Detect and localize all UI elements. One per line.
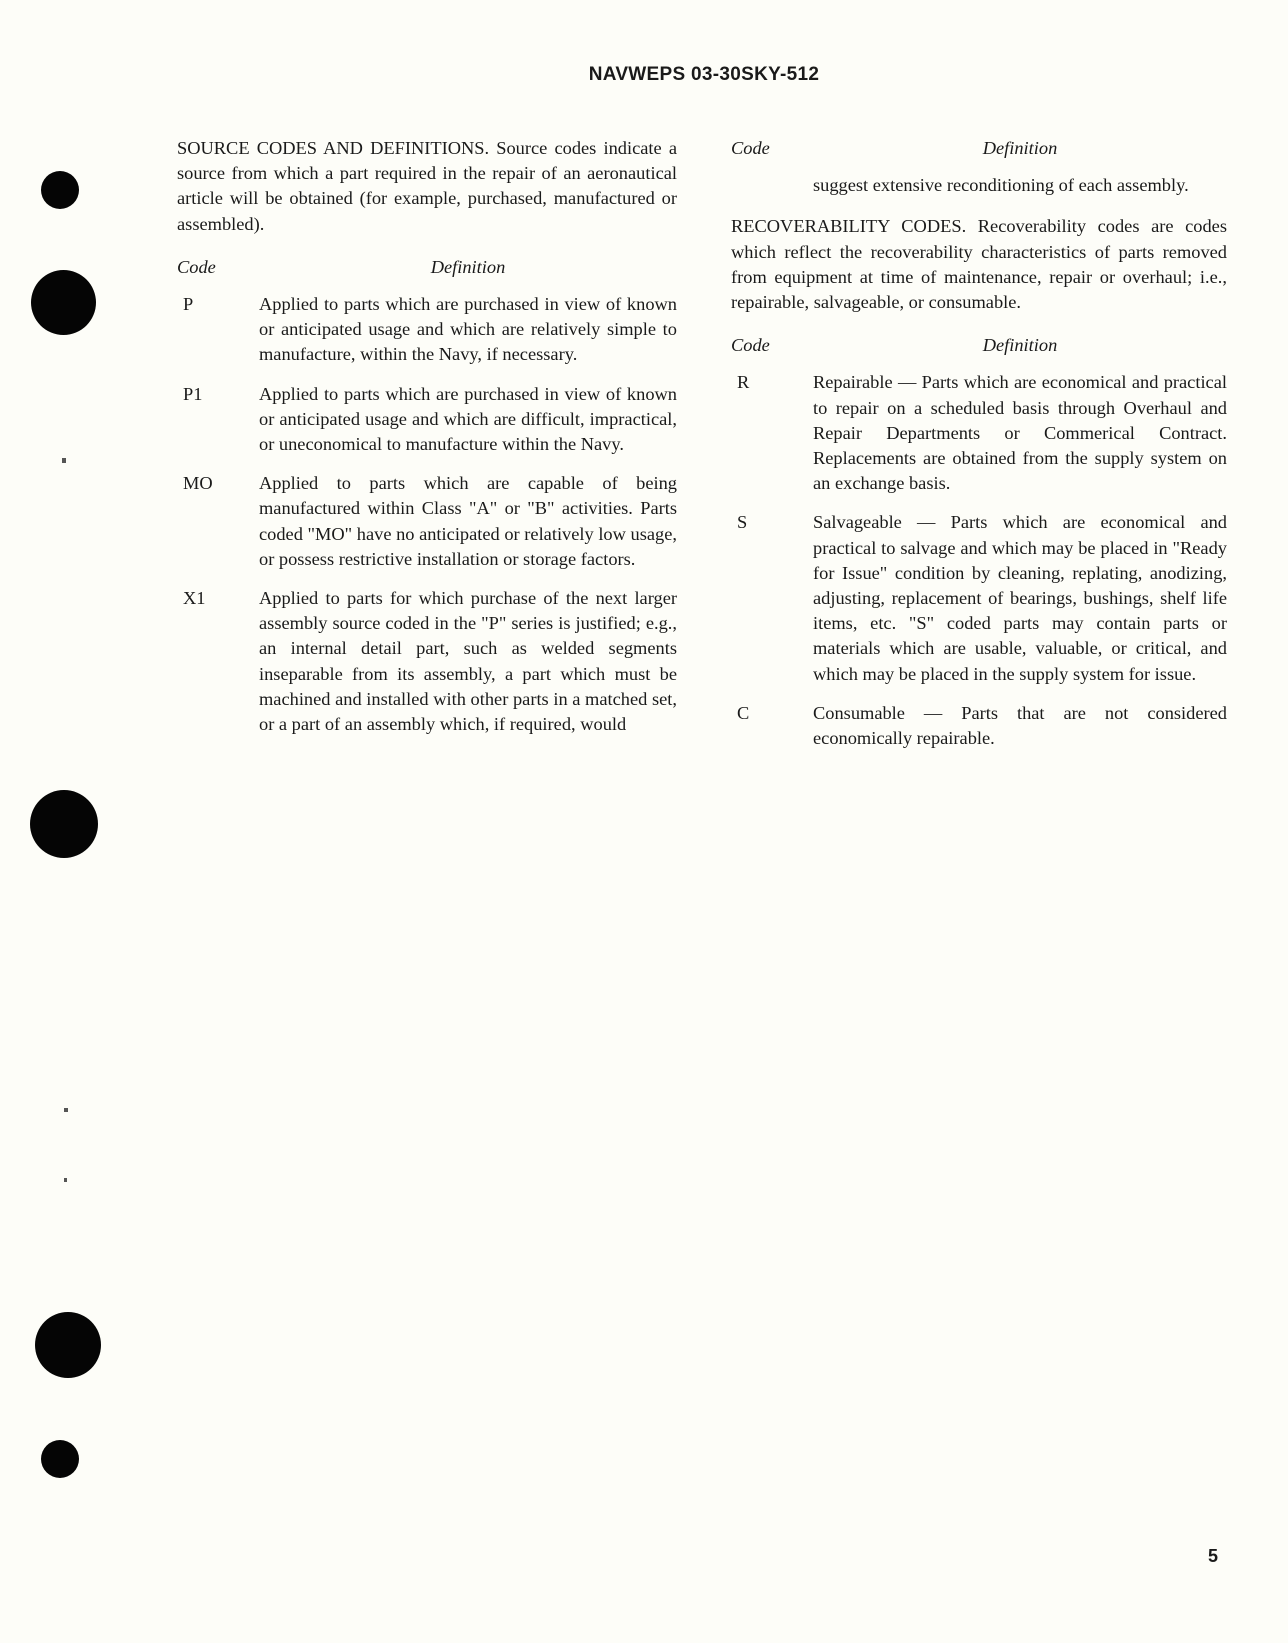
punch-hole-icon (31, 270, 96, 335)
source-codes-intro: SOURCE CODES AND DEFINITIONS. Source codes indicate a source from which a part required in the repair of an aeronautical article will be obtained (for example, purchased, manufactured or assembled). (177, 138, 677, 234)
code-value: P (183, 294, 194, 315)
punch-hole-icon (41, 1440, 79, 1478)
continued-definition: suggest extensive reconditioning of each assembly. (813, 175, 1189, 196)
definition-column-header: Definition (982, 138, 1058, 158)
recoverability-code-entry (731, 701, 1227, 751)
code-column-header: Code (731, 138, 770, 158)
code-value: MO (183, 473, 213, 494)
code-value: S (737, 512, 748, 533)
code-column-header: Code (177, 256, 216, 277)
recoverability-codes-intro: RECOVERABILITY CODES. Recoverability codes are codes which reflect the recoverability characteristics of parts removed from equipment at time of maintenance, repair or overhaul; i.e., repairable, salvageable, or consumable. (731, 216, 1227, 313)
code-definition: Applied to parts which are capable of being manufactured within Class "A" or "B" activities. Parts coded "MO" have no anticipated or relatively low usage, or possess restrictive installation or storage factors. (259, 473, 677, 569)
left-column (177, 136, 677, 751)
code-definition: Applied to parts for which purchase of the next larger assembly source coded in the "P" series is justified; e.g., an internal detail part, such as welded segments inseparable from its assembly, a part which must be machined and installed with other parts in a matched set, or a part of an assembly which, if required, would (259, 588, 677, 735)
source-code-entry (177, 471, 677, 572)
continued-table-header (731, 136, 1227, 161)
recoverability-table-header (731, 333, 1227, 358)
code-value: C (737, 702, 750, 723)
code-value: P1 (183, 383, 203, 404)
code-definition: Applied to parts which are purchased in view of known or anticipated usage and which are difficult, impractical, or uneconomical to manufacture within the Navy. (259, 383, 677, 455)
recoverability-code-entry (731, 510, 1227, 686)
code-definition: Consumable — Parts that are not considered economically repairable. (813, 702, 1227, 749)
recoverability-code-entry (731, 370, 1227, 496)
punch-hole-icon (30, 790, 98, 858)
scan-speck (64, 1108, 68, 1112)
definition-column-header: Definition (430, 256, 506, 277)
source-code-entry (177, 586, 677, 737)
right-column (731, 136, 1227, 765)
document-id-header: NAVWEPS 03-30SKY-512 (588, 64, 820, 85)
code-definition: Applied to parts which are purchased in view of known or anticipated usage and which are relatively simple to manufacture, within the Navy, if necessary. (259, 294, 677, 365)
source-code-entry (177, 292, 677, 368)
punch-hole-icon (35, 1312, 101, 1378)
source-code-entry (177, 382, 677, 458)
punch-hole-icon (41, 171, 79, 209)
scan-speck (62, 458, 66, 463)
code-definition: Repairable — Parts which are economical and practical to repair on a scheduled basis through Overhaul and Repair Departments or Commerical Contract. Replacements are obtained from the supply system on an exchange basis. (813, 372, 1227, 494)
scan-speck (64, 1178, 67, 1182)
code-value: X1 (183, 588, 206, 609)
code-definition: Salvageable — Parts which are economical and practical to salvage and which may be placed in "Ready for Issue" condition by cleaning, replating, anodizing, adjusting, replacement of bearings, bushings, shelf life items, etc. "S" coded parts may contain parts or materials which are usable, valuable, or critical, and which may be placed in the supply system for issue. (813, 512, 1227, 684)
source-codes-table-header (177, 255, 677, 280)
page-number: 5 (1208, 1546, 1219, 1566)
code-value: R (737, 372, 750, 393)
definition-column-header: Definition (982, 335, 1058, 356)
code-column-header: Code (731, 335, 770, 356)
